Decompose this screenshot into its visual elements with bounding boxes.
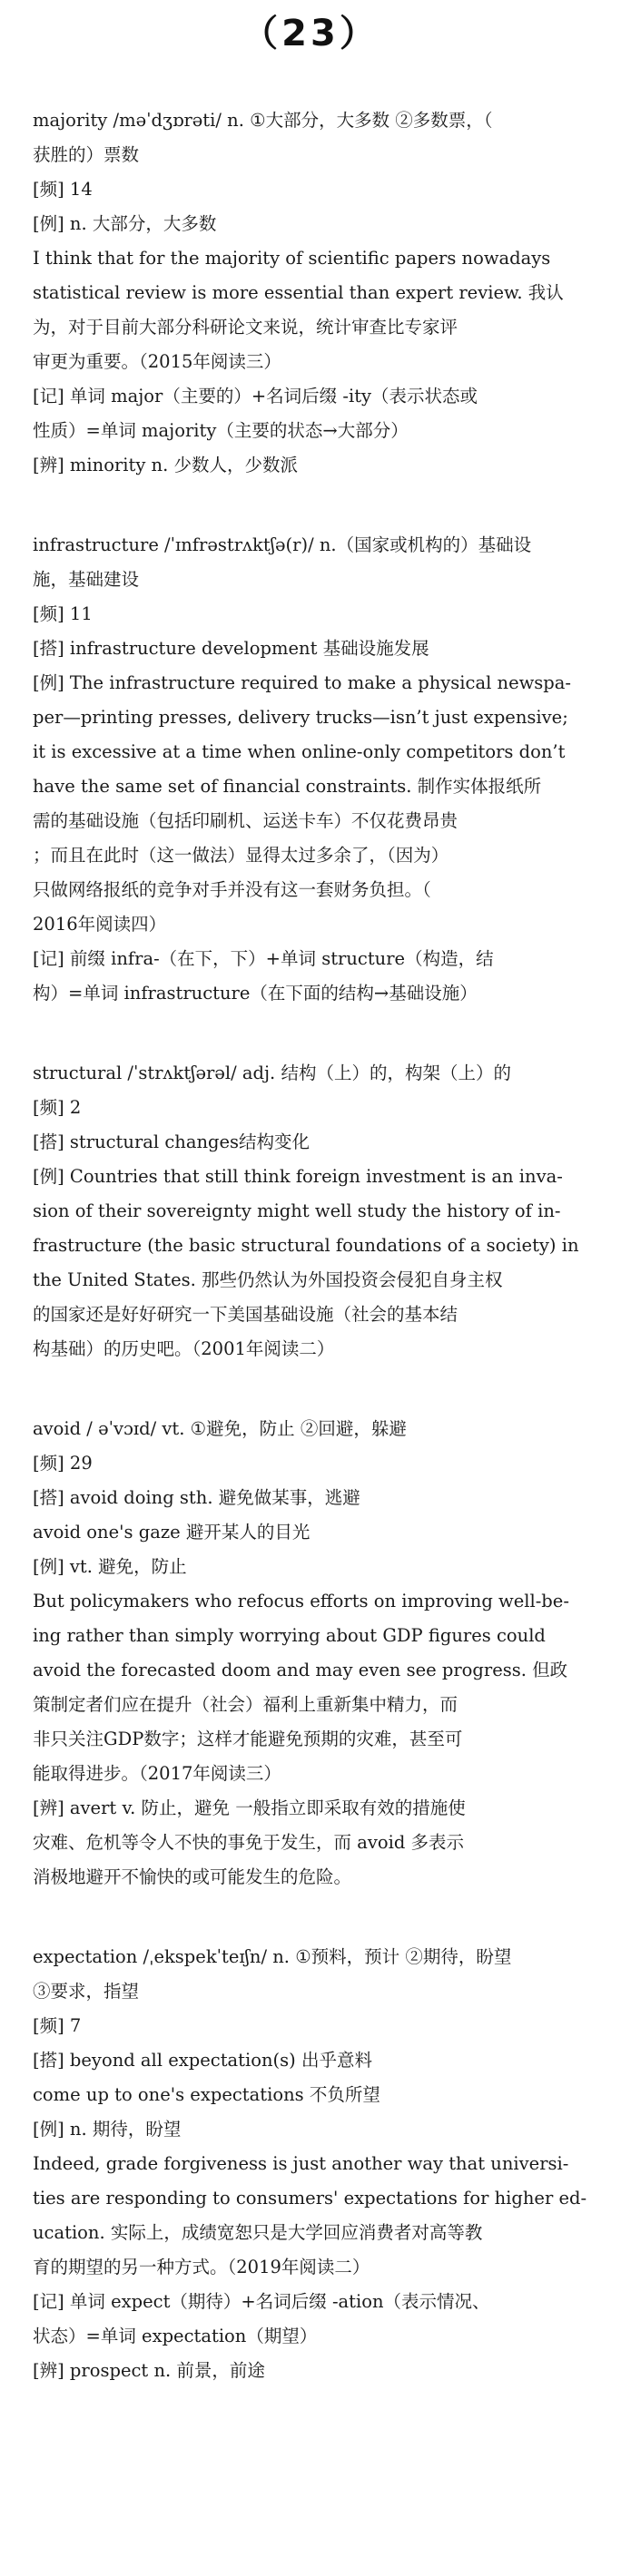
entry-example-translation: 非只关注GDP数字；这样才能避免预期的灾难，甚至可 [33,1729,463,1749]
entry-example-translation: ；而且在此时（这一做法）显得太过多余了，（因为） [33,845,449,866]
entry-memory-note: 构）=单词 infrastructure（在下面的结构→基础设施） [33,983,478,1004]
entry-avoid [33,1412,588,1895]
entry-example-translation: ucation. 实际上，成绩宽恕只是大学回应消费者对高等教 [33,2222,483,2243]
entry-example-text: have the same set of financial constraints. 制作实体报纸所 [33,776,542,797]
entry-example-text: per—printing presses, delivery trucks—isn’t just expensive; [33,707,568,728]
entry-frequency: [频] 11 [33,603,93,624]
entry-example-label: [例] vt. 避免，防止 [33,1556,187,1577]
entry-example-text: [例] The infrastructure required to make a physical newspa- [33,672,572,693]
entry-memory-note: [记] 前缀 infra-（在下，下）+单词 structure（构造，结 [33,948,494,969]
entry-example-translation: 策制定者们应在提升（社会）福利上重新集中精力，而 [33,1694,458,1715]
entry-frequency: [频] 7 [33,2015,82,2036]
entry-example-text: ing rather than simply worrying about GDP figures could [33,1625,546,1646]
entry-example-translation: 构基础）的历史吧。（2001年阅读二） [33,1338,335,1359]
entry-example-translation: 审更为重要。（2015年阅读三） [33,351,281,372]
entry-infrastructure [33,528,588,1011]
vocabulary-entries [33,103,588,2388]
entry-collocation: [搭] avoid doing sth. 避免做某事，逃避 [33,1487,360,1508]
entry-collocation: come up to one's expectations 不负所望 [33,2084,380,2105]
entry-example-translation: 育的期望的另一种方式。（2019年阅读二） [33,2257,370,2277]
entry-distinction-note: 消极地避开不愉快的或可能发生的危险。 [33,1866,352,1887]
entry-example-text: frastructure (the basic structural foundations of a society) in [33,1235,579,1256]
entry-example-translation: 为，对于目前大部分科研论文来说，统计审查比专家评 [33,317,458,338]
entry-definition-continuation: 施，基础建设 [33,569,140,590]
entry-example-label: [例] n. 大部分，大多数 [33,213,217,234]
entry-example-text: statistical review is more essential than expert review. 我认 [33,282,564,303]
entry-structural [33,1056,588,1366]
entry-headword-line: infrastructure /ˈɪnfrəstrʌktʃə(r)/ n.（国家或机构的）基础设 [33,534,532,555]
entry-memory-note: [记] 单词 major（主要的）+名词后缀 -ity（表示状态或 [33,386,478,406]
entry-distinction-note: [辨] prospect n. 前景，前途 [33,2360,265,2381]
entry-example-translation: the United States. 那些仍然认为外国投资会侵犯自身主权 [33,1269,503,1290]
entry-frequency: [频] 14 [33,179,93,200]
entry-definition-continuation: ③要求，指望 [33,1981,140,2002]
entry-memory-note: 性质）=单词 majority（主要的状态→大部分） [33,420,409,441]
entry-example-label: [例] n. 期待，盼望 [33,2119,182,2140]
entry-example-source: 2016年阅读四） [33,914,167,935]
entry-distinction-note: [辨] minority n. 少数人，少数派 [33,455,299,475]
entry-example-text: sion of their sovereignty might well study the history of in- [33,1200,561,1221]
entry-expectation [33,1940,588,2388]
entry-example-text: avoid the forecasted doom and may even see progress. 但政 [33,1660,568,1680]
entry-headword-line: avoid / əˈvɔɪd/ vt. ①避免，防止 ②回避，躲避 [33,1418,407,1439]
entry-majority [33,103,588,483]
entry-example-translation: 的国家还是好好研究一下美国基础设施（社会的基本结 [33,1304,458,1325]
entry-example-translation: 能取得进步。（2017年阅读三） [33,1763,281,1784]
entry-distinction-note: [辨] avert v. 防止，避免 一般指立即采取有效的措施使 [33,1797,466,1818]
entry-example-translation: 需的基础设施（包括印刷机、运送卡车）不仅花费昂贵 [33,810,458,831]
entry-headword-line: structural /ˈstrʌktʃərəl/ adj. 结构（上）的，构架（上）的 [33,1063,511,1083]
entry-memory-note: 状态）=单词 expectation（期望） [33,2326,318,2346]
entry-example-text: I think that for the majority of scientific papers nowadays [33,248,551,269]
entry-frequency: [频] 2 [33,1097,82,1118]
entry-headword-line: expectation /ˌekspekˈteɪʃn/ n. ①预料，预计 ②期待，盼望 [33,1946,512,1967]
entry-frequency: [频] 29 [33,1453,93,1474]
entry-example-text: it is excessive at a time when online-only competitors don’t [33,741,566,762]
entry-collocation: [搭] beyond all expectation(s) 出乎意料 [33,2050,372,2071]
entry-collocation: [搭] structural changes结构变化 [33,1131,310,1152]
entry-example-text: Indeed, grade forgiveness is just another way that universi- [33,2153,569,2174]
entry-distinction-note: 灾难、危机等令人不快的事免于发生，而 avoid 多表示 [33,1832,464,1853]
entry-example-text: [例] Countries that still think foreign investment is an inva- [33,1166,563,1187]
entry-example-translation: 只做网络报纸的竞争对手并没有这一套财务负担。（ [33,879,431,900]
entry-headword-line: majority /məˈdʒɒrəti/ n. ①大部分，大多数 ②多数票，（ [33,110,493,131]
page-number: （23） [242,13,380,54]
entry-collocation: [搭] infrastructure development 基础设施发展 [33,638,429,659]
entry-memory-note: [记] 单词 expect（期待）+名词后缀 -ation（表示情况、 [33,2291,490,2312]
entry-collocation: avoid one's gaze 避开某人的目光 [33,1522,310,1543]
entry-example-text: But policymakers who refocus efforts on improving well-be- [33,1591,569,1611]
entry-definition-continuation: 获胜的）票数 [33,144,140,165]
entry-example-text: ties are responding to consumers' expectations for higher ed- [33,2188,587,2209]
